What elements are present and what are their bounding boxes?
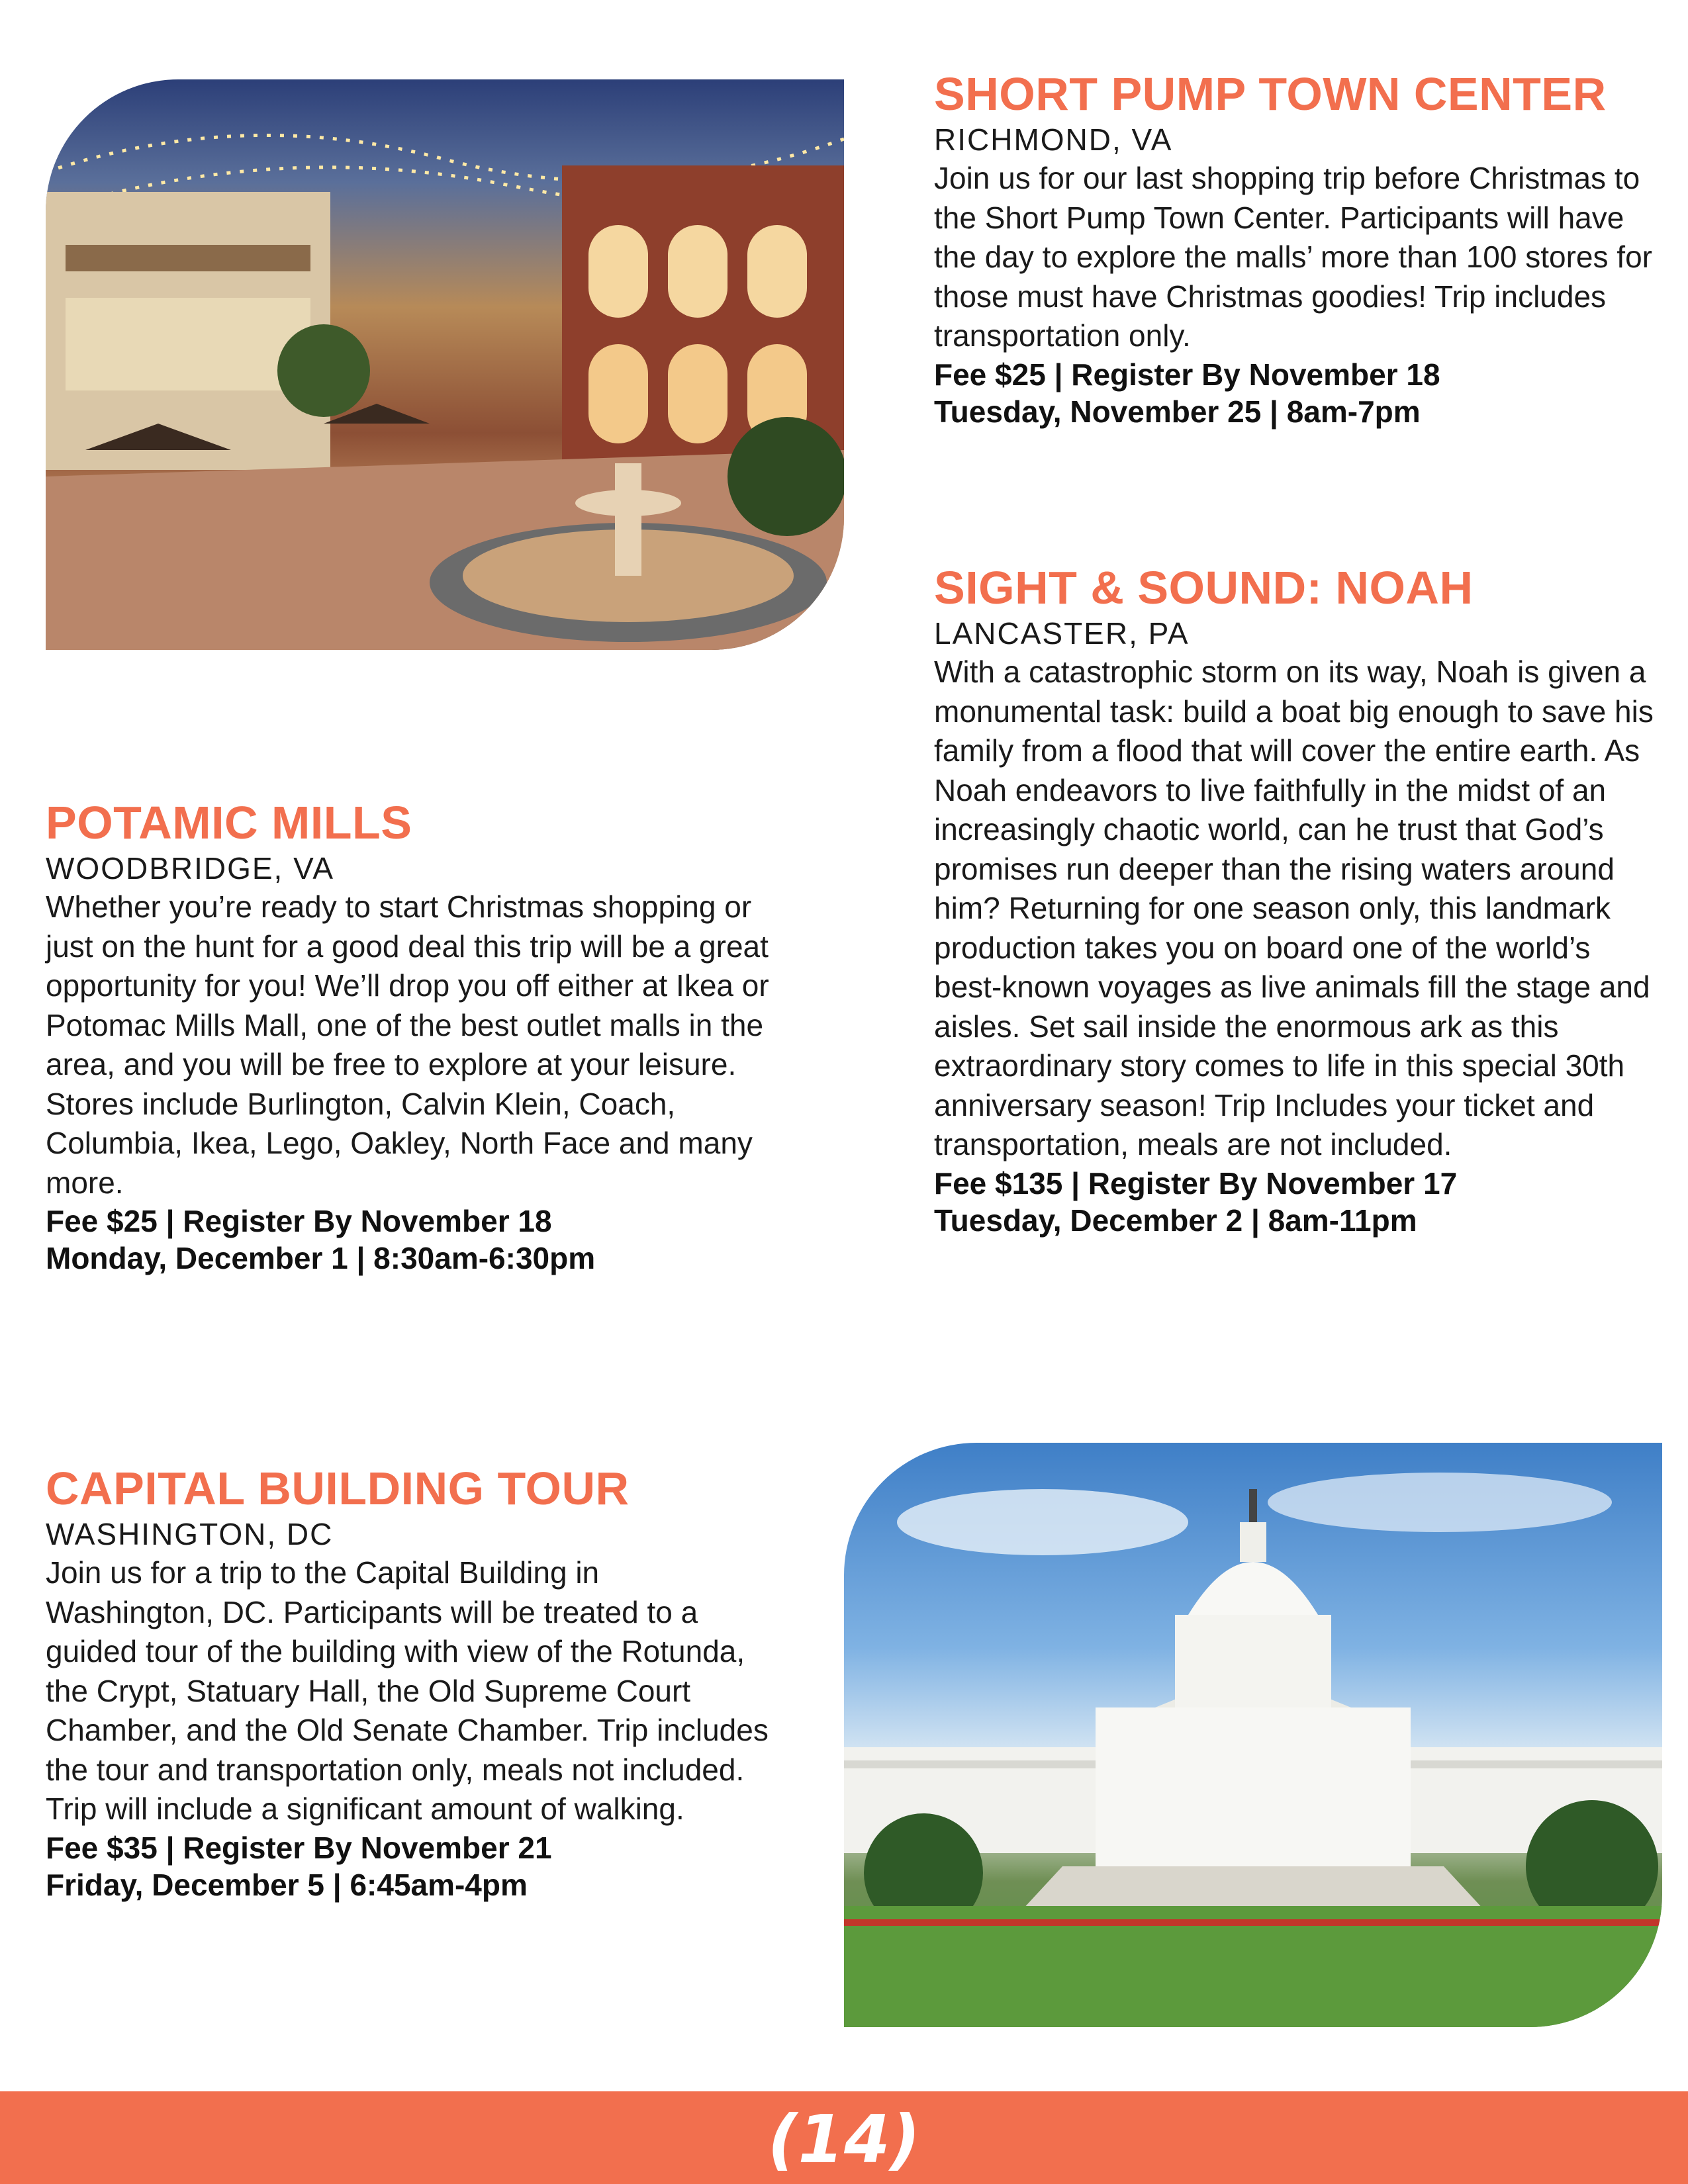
trip-location: WASHINGTON, DC <box>46 1517 334 1551</box>
page-close-paren: ) <box>890 2101 921 2178</box>
mall-illustration <box>46 79 844 650</box>
page-number-value: 14 <box>798 2101 890 2178</box>
trip-date: Monday, December 1 | 8:30am-6:30pm <box>46 1241 596 1275</box>
page-number <box>767 2095 921 2184</box>
trip-description: Join us for a trip to the Capital Building in Washington, DC. Participants will be treated to a guided tour of the building with view of the Rotunda, the Crypt, Statuary Hall, the Old Supreme Court Chamber, and the Old Senate Chamber. Trip includes the tour and transportation only, meals not included. Trip will include a significant amount of walking. <box>46 1555 769 1826</box>
capitol-photo <box>844 1443 1662 2027</box>
trip-title: POTAMIC MILLS <box>46 797 412 848</box>
trip-fee: Fee $25 | Register By November 18 <box>934 357 1440 392</box>
trip-description: With a catastrophic storm on its way, Noah is given a monumental task: build a boat big enough to save his family from a flood that will cover the entire earth. As Noah endeavors to live faithfully in the midst of an increasingly chaotic world, can he trust that God’s promises run deeper than the rising waters around him? Returning for one season only, this landmark production takes you on board one of the world’s best-known voyages as live animals fill the stage and aisles. Set sail inside the enormous ark as this extraordinary story comes to life in this special 30th anniversary season! Trip Includes your ticket and transportation, meals are not included. <box>934 655 1654 1161</box>
trip-date: Tuesday, November 25 | 8am-7pm <box>934 394 1421 429</box>
trip-location: RICHMOND, VA <box>934 122 1173 157</box>
trip-location: WOODBRIDGE, VA <box>46 851 335 886</box>
trip-title: SIGHT & SOUND: NOAH <box>934 562 1474 614</box>
trip-short-pump <box>934 68 1662 430</box>
trip-description: Join us for our last shopping trip before Christmas to the Short Pump Town Center. Participants will have the day to explore the malls’ more than 100 stores for those must have Christmas goodies! Trip includes transportation only. <box>934 161 1652 353</box>
trip-sight-sound <box>934 561 1662 1239</box>
trip-date: Tuesday, December 2 | 8am-11pm <box>934 1203 1417 1238</box>
trip-fee: Fee $35 | Register By November 21 <box>46 1830 552 1865</box>
trip-potomac-mills <box>46 796 774 1277</box>
trip-location: LANCASTER, PA <box>934 616 1190 651</box>
trip-capitol-tour <box>46 1462 774 1903</box>
trip-title: SHORT PUMP TOWN CENTER <box>934 68 1607 120</box>
trip-description: Whether you’re ready to start Christmas shopping or just on the hunt for a good deal this trip will be a great opportunity for you! We’ll drop you off either at Ikea or Potomac Mills Mall, one of the best outlet malls in the area, and you will be free to explore at your leisure. Stores include Burlington, Calvin Klein, Coach, Columbia, Ikea, Lego, Oakley, North Face and many more. <box>46 889 769 1200</box>
trip-title: CAPITAL BUILDING TOUR <box>46 1463 630 1514</box>
trip-fee: Fee $25 | Register By November 18 <box>46 1204 552 1238</box>
mall-photo <box>46 79 844 650</box>
trip-date: Friday, December 5 | 6:45am-4pm <box>46 1867 528 1902</box>
capitol-illustration <box>844 1443 1662 2027</box>
trip-fee: Fee $135 | Register By November 17 <box>934 1165 1458 1201</box>
page-open-paren: ( <box>767 2101 798 2178</box>
